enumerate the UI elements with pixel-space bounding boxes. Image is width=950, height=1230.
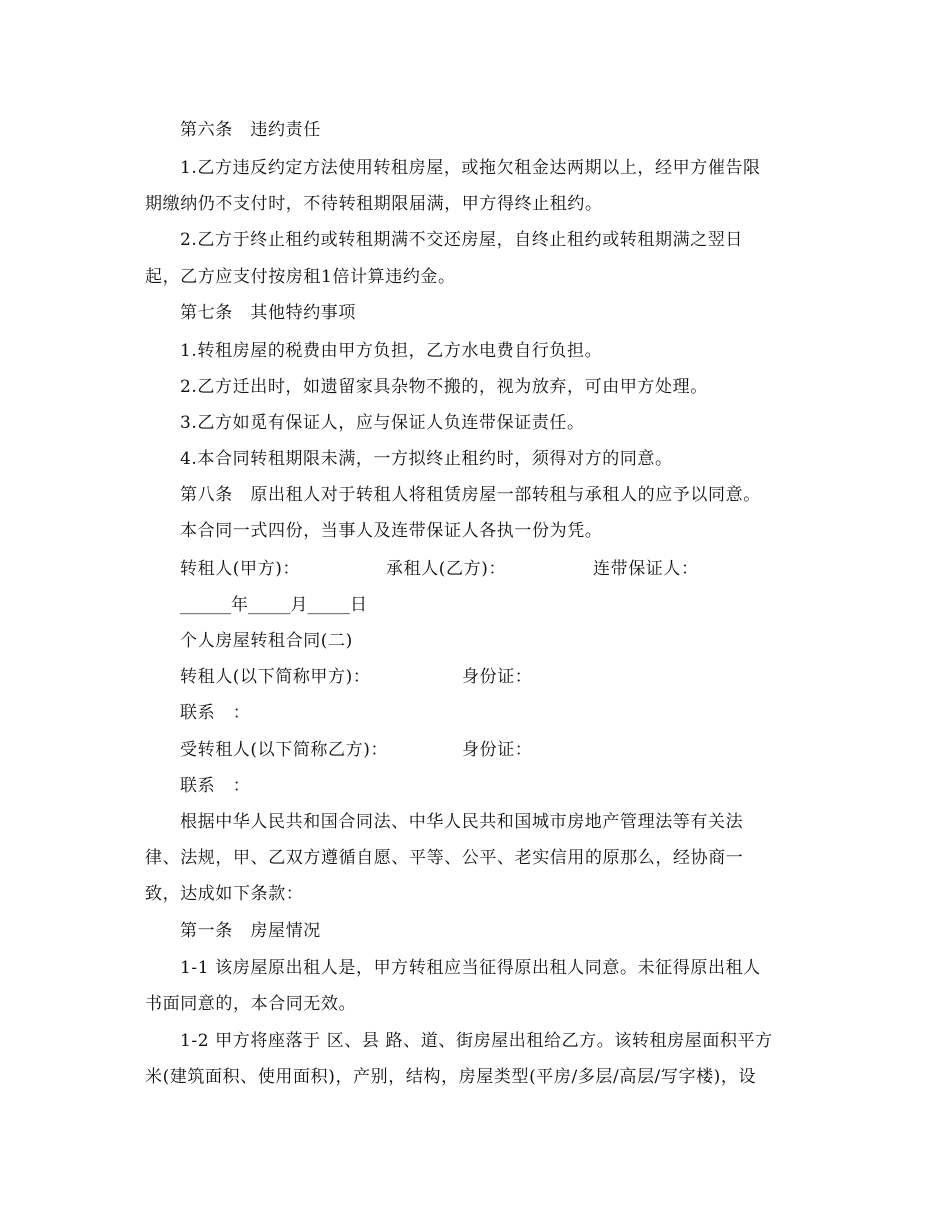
party-b-contact: 联系 ：	[180, 776, 251, 796]
party-b-label: 受转租人(以下简称乙方)：	[180, 740, 389, 760]
party-b-id-label: 身份证：	[462, 740, 533, 760]
article-7-heading: 第七条 其他特约事项	[180, 303, 356, 323]
signature-guarantor: 连带保证人：	[593, 559, 699, 579]
party-a-id-label: 身份证：	[462, 667, 533, 687]
article-6-clause-1-line-2: 期缴纳仍不支付时，不待转租期限届满，甲方得终止租约。	[145, 194, 603, 214]
article-1-heading: 第一条 房屋情况	[180, 921, 321, 941]
date-line: ______年_____月_____日	[180, 595, 367, 615]
copies-statement: 本合同一式四份，当事人及连带保证人各执一份为凭。	[180, 521, 603, 541]
article-6-clause-2-line-1: 2.乙方于终止租约或转租期满不交还房屋，自终止租约或转租期满之翌日	[180, 230, 744, 250]
contract-2-title: 个人房屋转租合同(二)	[180, 631, 353, 651]
signature-lessee: 承租人(乙方)：	[386, 559, 507, 579]
article-6-heading: 第六条 违约责任	[180, 120, 321, 140]
signature-sublessor: 转租人(甲方)：	[180, 559, 301, 579]
party-a-contact: 联系 ：	[180, 703, 251, 723]
article-7-clause-3: 3.乙方如觅有保证人，应与保证人负连带保证责任。	[180, 413, 585, 433]
article-8: 第八条 原出租人对于转租人将租赁房屋一部转租与承租人的应予以同意。	[180, 485, 761, 505]
clause-1-2-line-2: 米(建筑面积、使用面积)，产别，结构，房屋类型(平房/多层/高层/写字楼)，设	[145, 1067, 757, 1087]
preamble-line-1: 根据中华人民共和国合同法、中华人民共和国城市房地产管理法等有关法	[180, 812, 744, 832]
article-6-clause-1-line-1: 1.乙方违反约定方法使用转租房屋，或拖欠租金达两期以上，经甲方催告限	[180, 158, 761, 178]
article-7-clause-2: 2.乙方迁出时，如遗留家具杂物不搬的，视为放弃，可由甲方处理。	[180, 377, 708, 397]
party-a-label: 转租人(以下简称甲方)：	[180, 667, 371, 687]
clause-1-1-line-2: 书面同意的，本合同无效。	[145, 994, 357, 1014]
article-7-clause-1: 1.转租房屋的税费由甲方负担，乙方水电费自行负担。	[180, 341, 603, 361]
article-7-clause-4: 4.本合同转租期限未满，一方拟终止租约时，须得对方的同意。	[180, 449, 673, 469]
clause-1-1-line-1: 1-1 该房屋原出租人是，甲方转租应当征得原出租人同意。未征得原出租人	[180, 958, 761, 978]
preamble-line-2: 律、法规，甲、乙双方遵循自愿、平等、公平、老实信用的原那么，经协商一	[145, 848, 744, 868]
clause-1-2-line-1: 1-2 甲方将座落于 区、县 路、道、街房屋出租给乙方。该转租房屋面积平方	[180, 1031, 773, 1051]
article-6-clause-2-line-2: 起，乙方应支付按房租1倍计算违约金。	[145, 267, 456, 287]
preamble-line-3: 致，达成如下条款：	[145, 884, 304, 904]
